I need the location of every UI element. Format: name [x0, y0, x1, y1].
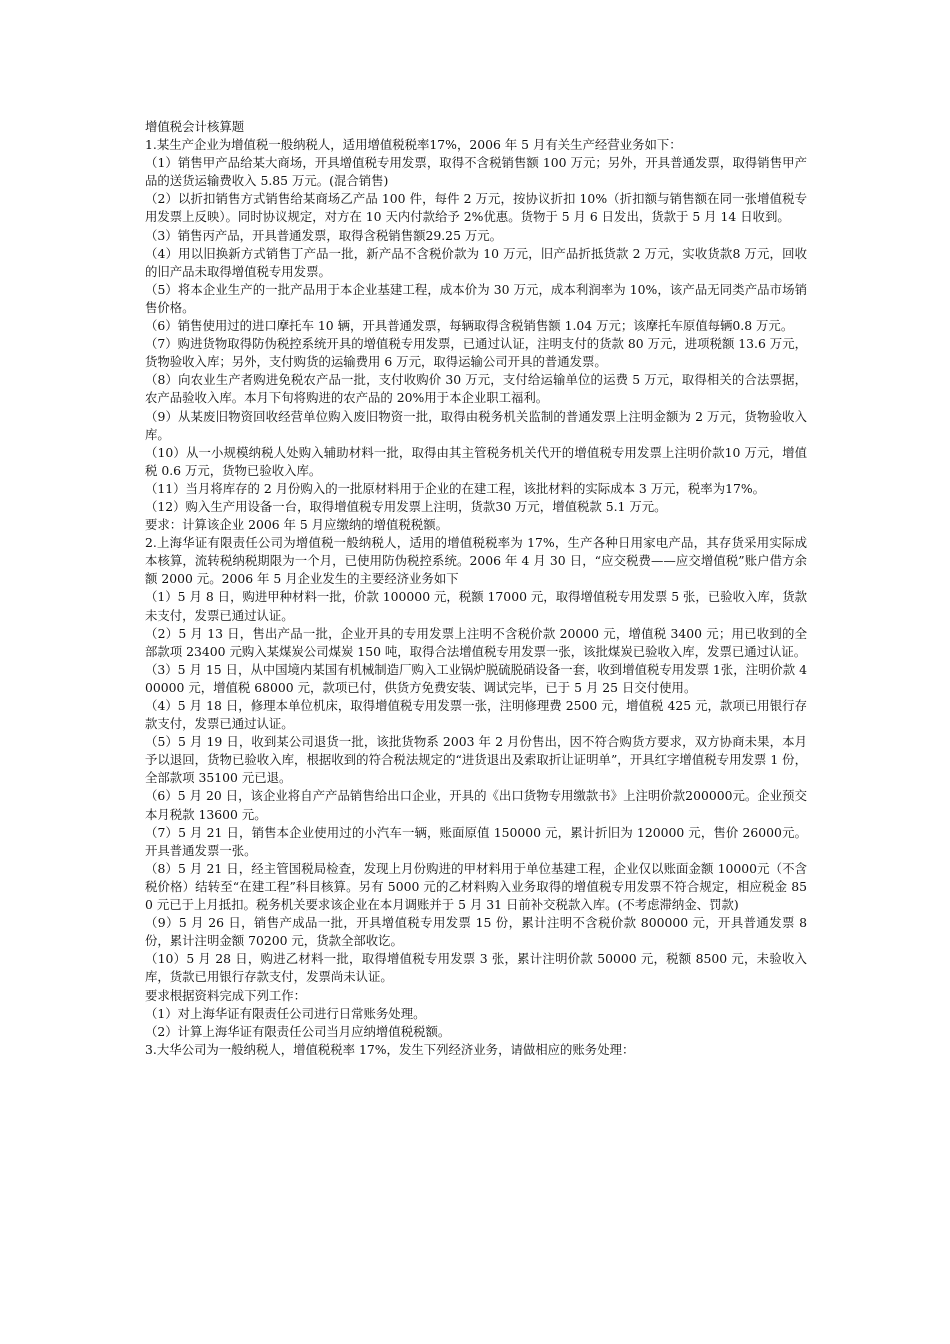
paragraph: （4）5 月 18 日，修理本单位机床，取得增值税专用发票一张，注明修理费 2500 元，增值税 425 元，款项已用银行存款支付，发票已通过认证。 [145, 698, 807, 732]
paragraph: （8）5 月 21 日，经主管国税局检查，发现上月份购进的甲材料用于单位基建工程，企业仅以账面金额 10000元（不含税价格）结转至“在建工程”科目核算。另有 5000 元的乙材料购入业务取得的增值税专用发票不符合规定，相应税金 850 元已于上月抵扣。税务机关要求该企业在本月调账并于 5 月 31 日前补交税款入库。(不考虑滞纳金、罚款) [145, 860, 807, 913]
paragraph: 3.大华公司为一般纳税人，增值税税率 17%，发生下列经济业务，请做相应的账务处理： [145, 1041, 635, 1057]
paragraph: （4）用以旧换新方式销售丁产品一批，新产品不含税价款为 10 万元，旧产品折抵货款 2 万元，实收货款8 万元，回收的旧产品未取得增值税专用发票。 [145, 245, 807, 279]
paragraph: （6）销售使用过的进口摩托车 10 辆，开具普通发票，每辆取得含税销售额 1.04 万元；该摩托车原值每辆0.8 万元。 [145, 318, 794, 334]
paragraph: （11）当月将库存的 2 月份购入的一批原材料用于企业的在建工程，该批材料的实际成本 3 万元，税率为17%。 [145, 480, 766, 496]
paragraph-list [145, 136, 807, 1059]
paragraph: 2.上海华证有限责任公司为增值税一般纳税人，适用的增值税税率为 17%，生产各种日用家电产品，其存货采用实际成本核算，流转税纳税期限为一个月，已使用防伪税控系统。2006 年 4 月 30 日，“应交税费——应交增值税”账户借方余额 2000 元。2006 年 5 月企业发生的主要经济业务如下 [145, 535, 807, 587]
paragraph: （3）销售丙产品，开具普通发票，取得含税销售额29.25 万元。 [145, 227, 503, 243]
paragraph: （12）购入生产用设备一台，取得增值税专用发票上注明，货款30 万元，增值税款 5.1 万元。 [145, 498, 667, 514]
paragraph: （5）将本企业生产的一批产品用于本企业基建工程，成本价为 30 万元，成本利润率为 10%，该产品无同类产品市场销售价格。 [145, 281, 807, 315]
paragraph: （7）5 月 21 日，销售本企业使用过的小汽车一辆，账面原值 150000 元，累计折旧为 120000 元，售价 26000元。开具普通发票一张。 [145, 824, 807, 858]
paragraph: 1.某生产企业为增值税一般纳税人，适用增值税税率17%，2006 年 5 月有关生产经营业务如下： [145, 137, 682, 153]
paragraph: （10）从一小规模纳税人处购入辅助材料一批，取得由其主管税务机关代开的增值税专用发票上注明价款10 万元，增值税 0.6 万元，货物已验收入库。 [145, 444, 807, 478]
paragraph: （1）销售甲产品给某大商场，开具增值税专用发票，取得不含税销售额 100 万元；另外，开具普通发票，取得销售甲产品的送货运输费收入 5.85 万元。(混合销售) [145, 155, 807, 189]
paragraph: 要求根据资料完成下列工作： [145, 987, 307, 1003]
document-title: 增值税会计核算题 [145, 119, 245, 134]
paragraph: （2）5 月 13 日，售出产品一批，企业开具的专用发票上注明不含税价款 20000 元，增值税 3400 元；用已收到的全部款项 23400 元购入某煤炭公司煤炭 150 吨，取得合法增值税专用发票一张，该批煤炭已验收入库，发票已通过认证。 [145, 625, 807, 659]
paragraph: （2）计算上海华证有限责任公司当月应纳增值税税额。 [145, 1023, 451, 1039]
paragraph: （2）以折扣销售方式销售给某商场乙产品 100 件，每件 2 万元，按协议折扣 10%（折扣额与销售额在同一张增值税专用发票上反映）。同时协议规定，对方在 10 天内付款给予 2%优惠。货物于 5 月 6 日发出，货款于 5 月 14 日收到。 [145, 191, 807, 225]
paragraph: 要求：计算该企业 2006 年 5 月应缴纳的增值税税额。 [145, 517, 448, 533]
paragraph: （8）向农业生产者购进免税农产品一批，支付收购价 30 万元，支付给运输单位的运费 5 万元，取得相关的合法票据，农产品验收入库。本月下旬将购进的农产品的 20%用于本企业职工福利。 [145, 372, 807, 406]
paragraph: （6）5 月 20 日，该企业将自产产品销售给出口企业，开具的《出口货物专用缴款书》上注明价款200000元。企业预交本月税款 13600 元。 [145, 788, 807, 822]
document-body [145, 118, 807, 1059]
paragraph: （5）5 月 19 日，收到某公司退货一批，该批货物系 2003 年 2 月份售出，因不符合购货方要求，双方协商未果，本月予以退回，货物已验收入库，根据收到的符合税法规定的“进货退出及索取折让证明单”，开具红字增值税专用发票 1 份，全部款项 35100 元已退。 [145, 734, 807, 786]
paragraph: （1）对上海华证有限责任公司进行日常账务处理。 [145, 1005, 426, 1021]
paragraph: （9）5 月 26 日，销售产成品一批，开具增值税专用发票 15 份，累计注明不含税价款 800000 元，开具普通发票 8 份，累计注明金额 70200 元，货款全部收讫。 [145, 915, 807, 949]
paragraph: （9）从某废旧物资回收经营单位购入废旧物资一批，取得由税务机关监制的普通发票上注明金额为 2 万元，货物验收入库。 [145, 408, 807, 442]
paragraph: （1）5 月 8 日，购进甲种材料一批，价款 100000 元，税额 17000 元，取得增值税专用发票 5 张，已验收入库，货款未支付，发票已通过认证。 [145, 589, 807, 623]
paragraph: （10）5 月 28 日，购进乙材料一批，取得增值税专用发票 3 张，累计注明价款 50000 元，税额 8500 元，未验收入库，货款已用银行存款支付，发票尚未认证。 [145, 951, 807, 985]
paragraph: （7）购进货物取得防伪税控系统开具的增值税专用发票，已通过认证，注明支付的货款 80 万元，进项税额 13.6 万元，货物验收入库；另外，支付购货的运输费用 6 万元，取得运输公司开具的普通发票。 [145, 336, 807, 370]
paragraph: （3）5 月 15 日，从中国境内某国有机械制造厂购入工业锅炉脱硫脱硝设备一套，收到增值税专用发票 1张，注明价款 400000 元，增值税 68000 元，款项已付，供货方免费安装、调试完毕，已于 5 月 25 日交付使用。 [145, 661, 807, 695]
